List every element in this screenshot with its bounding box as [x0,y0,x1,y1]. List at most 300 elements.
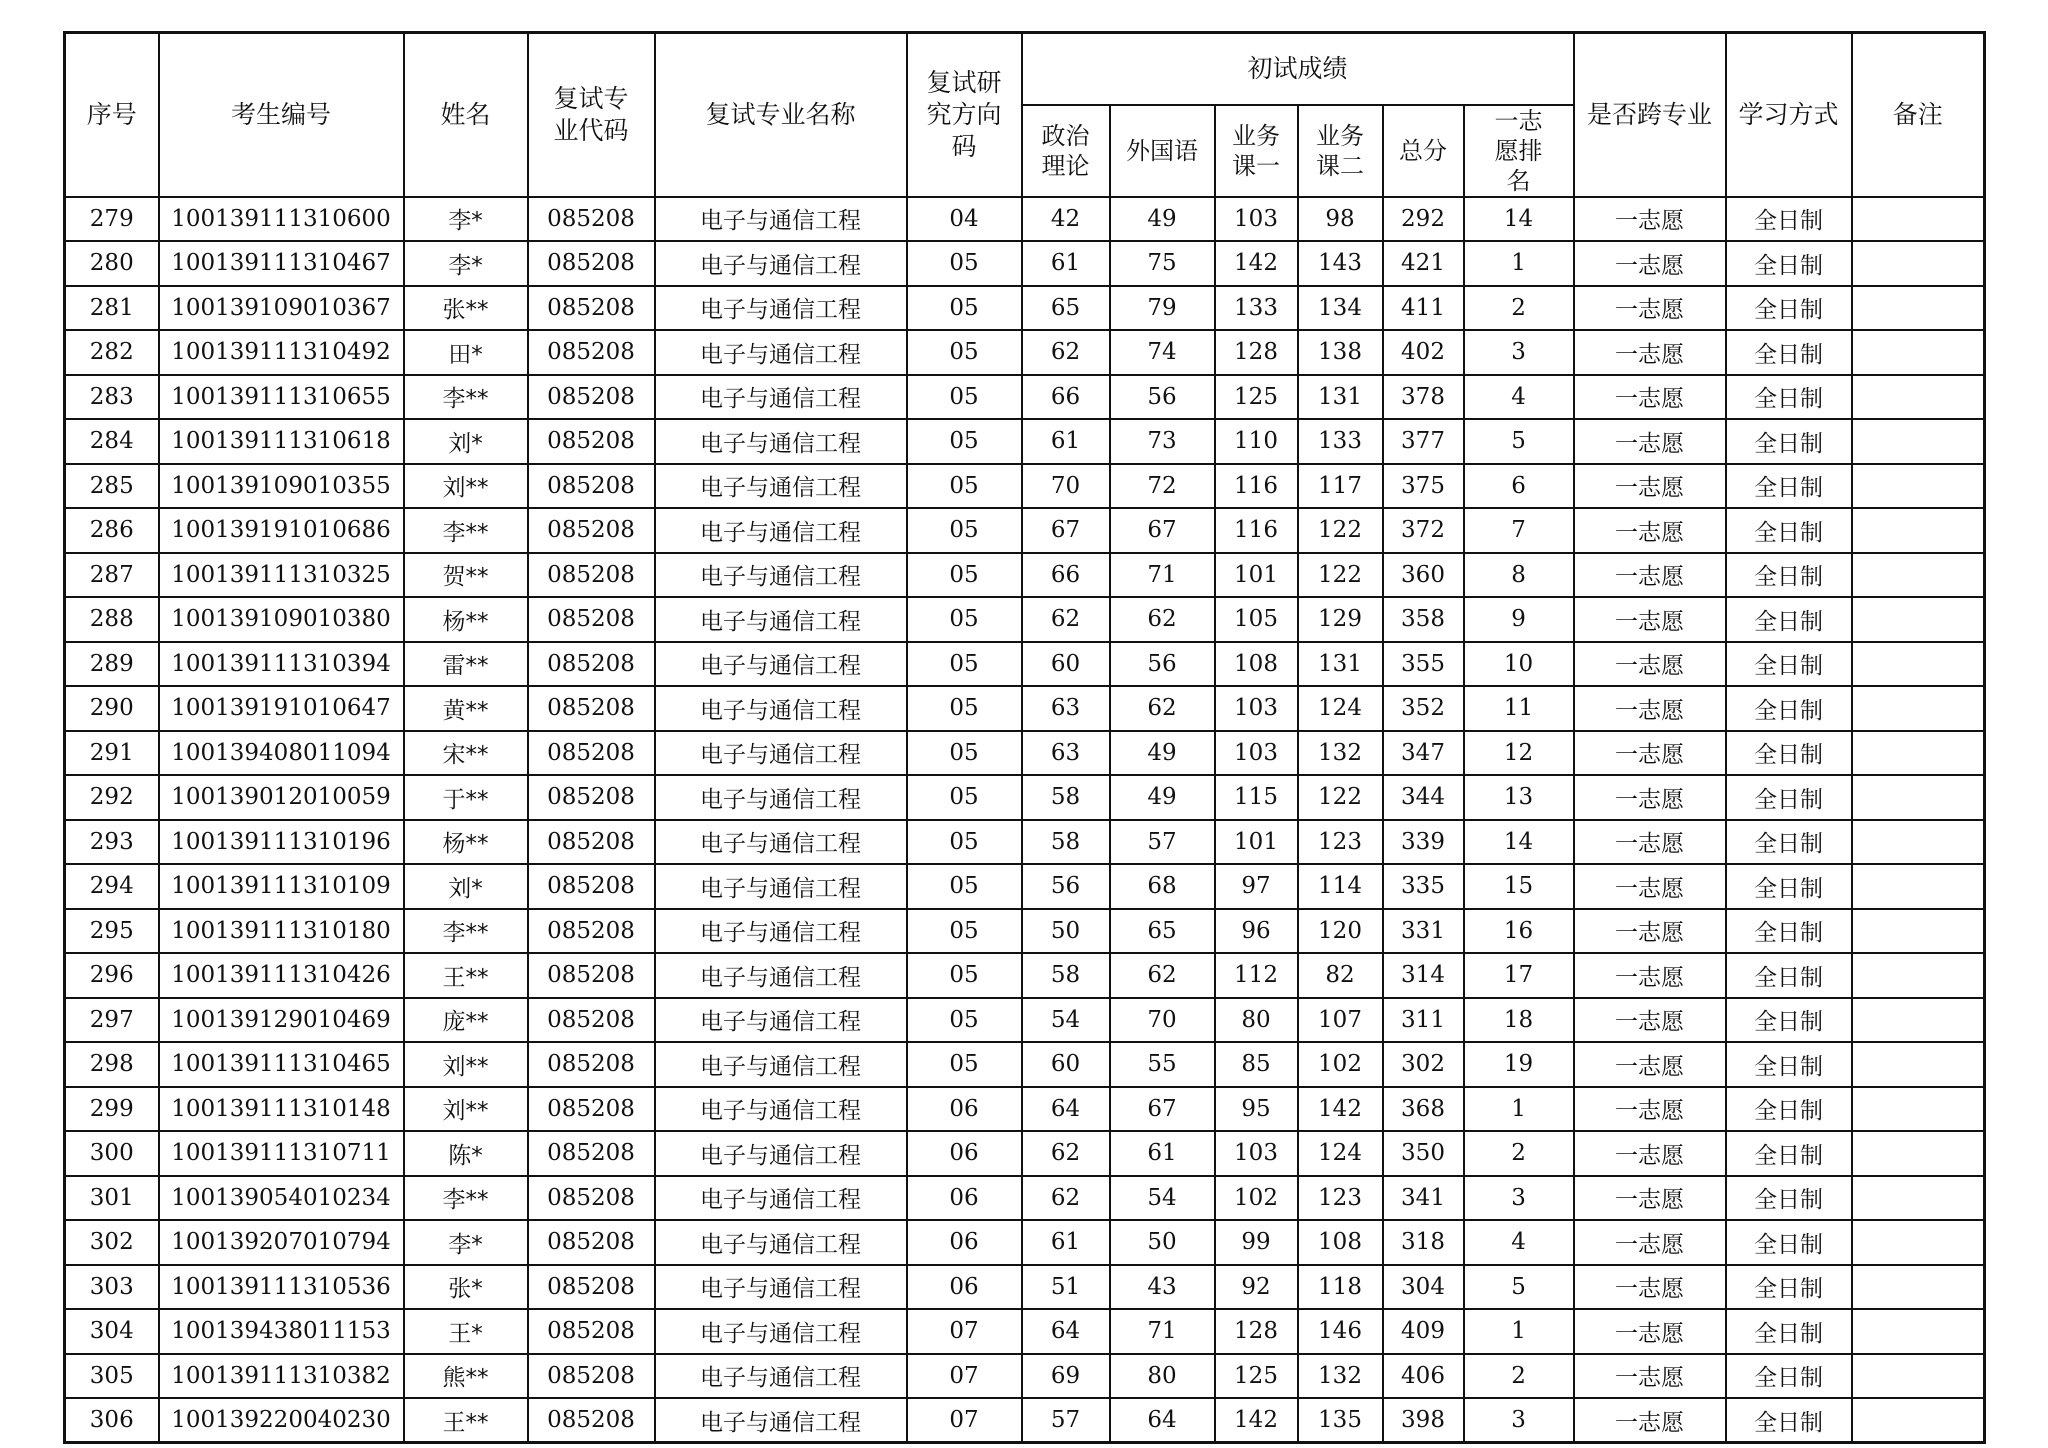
cell-foreign-language: 56 [1110,375,1215,420]
cell-candidate-id: 100139111310382 [159,1354,404,1399]
cell-foreign-language: 62 [1110,597,1215,642]
cell-study-mode: 全日制 [1726,731,1852,776]
cell-course-one: 133 [1215,286,1298,331]
cell-remarks [1852,1131,1985,1176]
cell-direction-code: 05 [907,464,1022,509]
cell-total: 398 [1383,1398,1464,1443]
cell-remarks [1852,731,1985,776]
cell-foreign-language: 62 [1110,686,1215,731]
cell-name: 王** [404,1398,528,1443]
table-row [65,1398,1985,1443]
cell-direction-code: 05 [907,686,1022,731]
cell-major-code: 085208 [528,1220,655,1265]
cell-cross-major: 一志愿 [1574,553,1726,598]
cell-candidate-id: 100139111310394 [159,642,404,687]
cell-direction-code: 05 [907,553,1022,598]
cell-politics: 64 [1022,1087,1110,1132]
cell-candidate-id: 100139438011153 [159,1309,404,1354]
cell-first-choice-rank: 19 [1464,1042,1574,1087]
cell-candidate-id: 100139111310109 [159,864,404,909]
cell-politics: 69 [1022,1354,1110,1399]
cell-total: 350 [1383,1131,1464,1176]
cell-direction-code: 05 [907,775,1022,820]
cell-candidate-id: 100139111310536 [159,1265,404,1310]
cell-direction-code: 06 [907,1087,1022,1132]
cell-first-choice-rank: 17 [1464,953,1574,998]
cell-foreign-language: 50 [1110,1220,1215,1265]
cell-major-code: 085208 [528,419,655,464]
cell-candidate-id: 100139012010059 [159,775,404,820]
cell-candidate-id: 100139129010469 [159,998,404,1043]
cell-course-one: 101 [1215,820,1298,865]
cell-total: 360 [1383,553,1464,598]
cell-course-two: 108 [1298,1220,1383,1265]
cell-cross-major: 一志愿 [1574,998,1726,1043]
cell-course-one: 142 [1215,1398,1298,1443]
cell-major-code: 085208 [528,241,655,286]
cell-major-name: 电子与通信工程 [655,330,907,375]
cell-major-name: 电子与通信工程 [655,1309,907,1354]
cell-foreign-language: 65 [1110,909,1215,954]
table-row [65,864,1985,909]
cell-foreign-language: 64 [1110,1398,1215,1443]
cell-politics: 54 [1022,998,1110,1043]
cell-cross-major: 一志愿 [1574,375,1726,420]
cell-course-two: 143 [1298,241,1383,286]
cell-study-mode: 全日制 [1726,197,1852,242]
header-course-one: 业务课一 [1215,105,1298,197]
cell-course-one: 85 [1215,1042,1298,1087]
cell-direction-code: 05 [907,375,1022,420]
admission-list-sheet [63,31,1983,1444]
cell-major-name: 电子与通信工程 [655,419,907,464]
cell-remarks [1852,820,1985,865]
cell-politics: 63 [1022,731,1110,776]
cell-first-choice-rank: 6 [1464,464,1574,509]
cell-politics: 61 [1022,419,1110,464]
cell-politics: 58 [1022,953,1110,998]
cell-first-choice-rank: 1 [1464,1309,1574,1354]
table-row [65,1042,1985,1087]
cell-course-one: 96 [1215,909,1298,954]
cell-seq: 283 [65,375,159,420]
cell-major-code: 085208 [528,508,655,553]
cell-cross-major: 一志愿 [1574,241,1726,286]
cell-name: 李* [404,197,528,242]
cell-politics: 50 [1022,909,1110,954]
header-candidate-id: 考生编号 [159,33,404,197]
cell-study-mode: 全日制 [1726,1220,1852,1265]
cell-candidate-id: 100139191010686 [159,508,404,553]
cell-first-choice-rank: 3 [1464,1398,1574,1443]
cell-course-one: 125 [1215,1354,1298,1399]
cell-candidate-id: 100139191010647 [159,686,404,731]
cell-foreign-language: 55 [1110,1042,1215,1087]
cell-course-two: 134 [1298,286,1383,331]
cell-foreign-language: 54 [1110,1176,1215,1221]
cell-seq: 305 [65,1354,159,1399]
table-row [65,998,1985,1043]
cell-first-choice-rank: 8 [1464,553,1574,598]
cell-major-name: 电子与通信工程 [655,464,907,509]
cell-major-code: 085208 [528,1042,655,1087]
cell-foreign-language: 61 [1110,1131,1215,1176]
cell-foreign-language: 79 [1110,286,1215,331]
cell-course-two: 133 [1298,419,1383,464]
candidate-table [63,31,1986,1444]
cell-course-two: 124 [1298,686,1383,731]
cell-course-one: 128 [1215,1309,1298,1354]
cell-name: 宋** [404,731,528,776]
cell-study-mode: 全日制 [1726,419,1852,464]
cell-direction-code: 05 [907,642,1022,687]
cell-foreign-language: 72 [1110,464,1215,509]
cell-remarks [1852,375,1985,420]
cell-major-name: 电子与通信工程 [655,597,907,642]
cell-major-name: 电子与通信工程 [655,864,907,909]
cell-study-mode: 全日制 [1726,330,1852,375]
cell-first-choice-rank: 3 [1464,1176,1574,1221]
cell-major-code: 085208 [528,909,655,954]
cell-major-name: 电子与通信工程 [655,642,907,687]
cell-name: 李** [404,375,528,420]
cell-name: 贺** [404,553,528,598]
table-row [65,1354,1985,1399]
cell-politics: 51 [1022,1265,1110,1310]
table-row [65,1309,1985,1354]
cell-course-two: 114 [1298,864,1383,909]
cell-major-code: 085208 [528,197,655,242]
cell-name: 王** [404,953,528,998]
cell-study-mode: 全日制 [1726,553,1852,598]
header-major-name: 复试专业名称 [655,33,907,197]
cell-candidate-id: 100139111310600 [159,197,404,242]
cell-politics: 42 [1022,197,1110,242]
cell-seq: 302 [65,1220,159,1265]
cell-course-one: 110 [1215,419,1298,464]
cell-direction-code: 07 [907,1309,1022,1354]
cell-major-name: 电子与通信工程 [655,1087,907,1132]
cell-remarks [1852,998,1985,1043]
cell-course-two: 142 [1298,1087,1383,1132]
cell-direction-code: 05 [907,731,1022,776]
cell-study-mode: 全日制 [1726,864,1852,909]
cell-study-mode: 全日制 [1726,775,1852,820]
cell-name: 黄** [404,686,528,731]
cell-remarks [1852,1354,1985,1399]
cell-total: 378 [1383,375,1464,420]
cell-remarks [1852,864,1985,909]
cell-politics: 67 [1022,508,1110,553]
cell-seq: 295 [65,909,159,954]
cell-politics: 58 [1022,775,1110,820]
cell-total: 368 [1383,1087,1464,1132]
cell-course-one: 108 [1215,642,1298,687]
cell-major-code: 085208 [528,553,655,598]
cell-cross-major: 一志愿 [1574,1176,1726,1221]
cell-total: 331 [1383,909,1464,954]
cell-major-code: 085208 [528,998,655,1043]
cell-study-mode: 全日制 [1726,820,1852,865]
cell-cross-major: 一志愿 [1574,1398,1726,1443]
cell-course-two: 98 [1298,197,1383,242]
cell-candidate-id: 100139109010380 [159,597,404,642]
cell-course-two: 146 [1298,1309,1383,1354]
cell-study-mode: 全日制 [1726,1354,1852,1399]
cell-total: 344 [1383,775,1464,820]
table-row [65,1131,1985,1176]
table-row [65,197,1985,242]
cell-total: 318 [1383,1220,1464,1265]
cell-direction-code: 07 [907,1354,1022,1399]
cell-candidate-id: 100139109010367 [159,286,404,331]
cell-course-two: 131 [1298,375,1383,420]
cell-course-two: 117 [1298,464,1383,509]
cell-candidate-id: 100139111310148 [159,1087,404,1132]
cell-remarks [1852,197,1985,242]
cell-politics: 62 [1022,1176,1110,1221]
cell-remarks [1852,686,1985,731]
cell-remarks [1852,553,1985,598]
cell-politics: 62 [1022,597,1110,642]
cell-politics: 62 [1022,1131,1110,1176]
cell-total: 292 [1383,197,1464,242]
cell-name: 雷** [404,642,528,687]
cell-first-choice-rank: 2 [1464,1354,1574,1399]
cell-seq: 297 [65,998,159,1043]
cell-first-choice-rank: 14 [1464,820,1574,865]
cell-cross-major: 一志愿 [1574,909,1726,954]
cell-total: 409 [1383,1309,1464,1354]
cell-seq: 292 [65,775,159,820]
cell-course-one: 103 [1215,1131,1298,1176]
cell-major-name: 电子与通信工程 [655,1042,907,1087]
cell-remarks [1852,508,1985,553]
cell-course-one: 99 [1215,1220,1298,1265]
cell-name: 刘** [404,1087,528,1132]
cell-course-one: 103 [1215,686,1298,731]
table-row [65,820,1985,865]
cell-direction-code: 05 [907,864,1022,909]
table-row [65,1176,1985,1221]
cell-total: 372 [1383,508,1464,553]
cell-foreign-language: 43 [1110,1265,1215,1310]
cell-candidate-id: 100139220040230 [159,1398,404,1443]
cell-name: 杨** [404,597,528,642]
cell-major-code: 085208 [528,375,655,420]
cell-cross-major: 一志愿 [1574,775,1726,820]
cell-course-one: 92 [1215,1265,1298,1310]
cell-major-code: 085208 [528,464,655,509]
cell-direction-code: 05 [907,508,1022,553]
cell-direction-code: 06 [907,1220,1022,1265]
cell-first-choice-rank: 4 [1464,1220,1574,1265]
cell-cross-major: 一志愿 [1574,820,1726,865]
cell-course-one: 97 [1215,864,1298,909]
cell-remarks [1852,241,1985,286]
header-remarks: 备注 [1852,33,1985,197]
cell-name: 刘* [404,419,528,464]
cell-candidate-id: 100139111310465 [159,1042,404,1087]
cell-politics: 56 [1022,864,1110,909]
cell-direction-code: 07 [907,1398,1022,1443]
cell-first-choice-rank: 1 [1464,1087,1574,1132]
cell-study-mode: 全日制 [1726,1398,1852,1443]
cell-politics: 60 [1022,1042,1110,1087]
cell-name: 王* [404,1309,528,1354]
cell-foreign-language: 49 [1110,775,1215,820]
cell-major-name: 电子与通信工程 [655,375,907,420]
cell-direction-code: 04 [907,197,1022,242]
cell-major-name: 电子与通信工程 [655,553,907,598]
cell-name: 庞** [404,998,528,1043]
cell-major-name: 电子与通信工程 [655,197,907,242]
cell-course-one: 103 [1215,197,1298,242]
cell-first-choice-rank: 18 [1464,998,1574,1043]
header-preliminary-scores: 初试成绩 [1022,33,1574,105]
cell-total: 358 [1383,597,1464,642]
cell-foreign-language: 71 [1110,1309,1215,1354]
cell-course-one: 102 [1215,1176,1298,1221]
table-row [65,241,1985,286]
cell-candidate-id: 100139111310492 [159,330,404,375]
cell-major-name: 电子与通信工程 [655,686,907,731]
cell-direction-code: 05 [907,241,1022,286]
cell-major-name: 电子与通信工程 [655,953,907,998]
cell-total: 311 [1383,998,1464,1043]
cell-seq: 284 [65,419,159,464]
cell-total: 411 [1383,286,1464,331]
cell-direction-code: 05 [907,597,1022,642]
table-row [65,953,1985,998]
cell-remarks [1852,1265,1985,1310]
table-row [65,642,1985,687]
cell-first-choice-rank: 2 [1464,286,1574,331]
cell-foreign-language: 73 [1110,419,1215,464]
cell-politics: 57 [1022,1398,1110,1443]
cell-foreign-language: 70 [1110,998,1215,1043]
cell-politics: 66 [1022,553,1110,598]
cell-major-code: 085208 [528,1354,655,1399]
cell-cross-major: 一志愿 [1574,1042,1726,1087]
cell-name: 李** [404,1176,528,1221]
header-politics: 政治理论 [1022,105,1110,197]
cell-name: 杨** [404,820,528,865]
cell-first-choice-rank: 10 [1464,642,1574,687]
table-row [65,464,1985,509]
cell-cross-major: 一志愿 [1574,597,1726,642]
cell-name: 李** [404,508,528,553]
cell-candidate-id: 100139109010355 [159,464,404,509]
cell-candidate-id: 100139408011094 [159,731,404,776]
cell-first-choice-rank: 2 [1464,1131,1574,1176]
cell-major-name: 电子与通信工程 [655,241,907,286]
cell-first-choice-rank: 13 [1464,775,1574,820]
cell-course-two: 124 [1298,1131,1383,1176]
cell-foreign-language: 67 [1110,508,1215,553]
cell-cross-major: 一志愿 [1574,731,1726,776]
cell-study-mode: 全日制 [1726,241,1852,286]
cell-major-code: 085208 [528,1131,655,1176]
cell-total: 314 [1383,953,1464,998]
cell-course-one: 116 [1215,464,1298,509]
cell-total: 421 [1383,241,1464,286]
cell-remarks [1852,909,1985,954]
cell-remarks [1852,1176,1985,1221]
table-body [65,197,1985,1443]
cell-major-code: 085208 [528,820,655,865]
header-total: 总分 [1383,105,1464,197]
cell-study-mode: 全日制 [1726,642,1852,687]
cell-cross-major: 一志愿 [1574,1087,1726,1132]
cell-first-choice-rank: 9 [1464,597,1574,642]
cell-course-two: 122 [1298,775,1383,820]
cell-major-name: 电子与通信工程 [655,775,907,820]
header-seq: 序号 [65,33,159,197]
cell-major-name: 电子与通信工程 [655,1131,907,1176]
cell-major-code: 085208 [528,1176,655,1221]
table-row [65,686,1985,731]
cell-candidate-id: 100139207010794 [159,1220,404,1265]
cell-study-mode: 全日制 [1726,1309,1852,1354]
cell-seq: 303 [65,1265,159,1310]
table-row [65,775,1985,820]
table-row [65,1220,1985,1265]
cell-seq: 282 [65,330,159,375]
cell-candidate-id: 100139111310325 [159,553,404,598]
cell-seq: 304 [65,1309,159,1354]
cell-course-two: 122 [1298,553,1383,598]
cell-total: 347 [1383,731,1464,776]
header-cross-major: 是否跨专业 [1574,33,1726,197]
cell-course-one: 101 [1215,553,1298,598]
cell-name: 李* [404,1220,528,1265]
cell-foreign-language: 57 [1110,820,1215,865]
cell-first-choice-rank: 14 [1464,197,1574,242]
cell-total: 304 [1383,1265,1464,1310]
cell-politics: 66 [1022,375,1110,420]
cell-major-name: 电子与通信工程 [655,286,907,331]
cell-course-two: 107 [1298,998,1383,1043]
cell-seq: 294 [65,864,159,909]
cell-remarks [1852,330,1985,375]
cell-cross-major: 一志愿 [1574,197,1726,242]
cell-major-name: 电子与通信工程 [655,1354,907,1399]
header-direction-code: 复试研究方向码 [907,33,1022,197]
table-row [65,597,1985,642]
cell-major-name: 电子与通信工程 [655,1220,907,1265]
table-row [65,375,1985,420]
cell-direction-code: 05 [907,909,1022,954]
cell-cross-major: 一志愿 [1574,1265,1726,1310]
cell-foreign-language: 67 [1110,1087,1215,1132]
header-major-code: 复试专业代码 [528,33,655,197]
cell-major-code: 085208 [528,330,655,375]
cell-foreign-language: 68 [1110,864,1215,909]
cell-total: 352 [1383,686,1464,731]
cell-foreign-language: 80 [1110,1354,1215,1399]
cell-remarks [1852,1042,1985,1087]
cell-remarks [1852,642,1985,687]
cell-cross-major: 一志愿 [1574,1220,1726,1265]
cell-major-name: 电子与通信工程 [655,731,907,776]
cell-name: 张** [404,286,528,331]
cell-cross-major: 一志愿 [1574,953,1726,998]
cell-direction-code: 05 [907,1042,1022,1087]
cell-study-mode: 全日制 [1726,1131,1852,1176]
cell-major-code: 085208 [528,775,655,820]
cell-remarks [1852,953,1985,998]
